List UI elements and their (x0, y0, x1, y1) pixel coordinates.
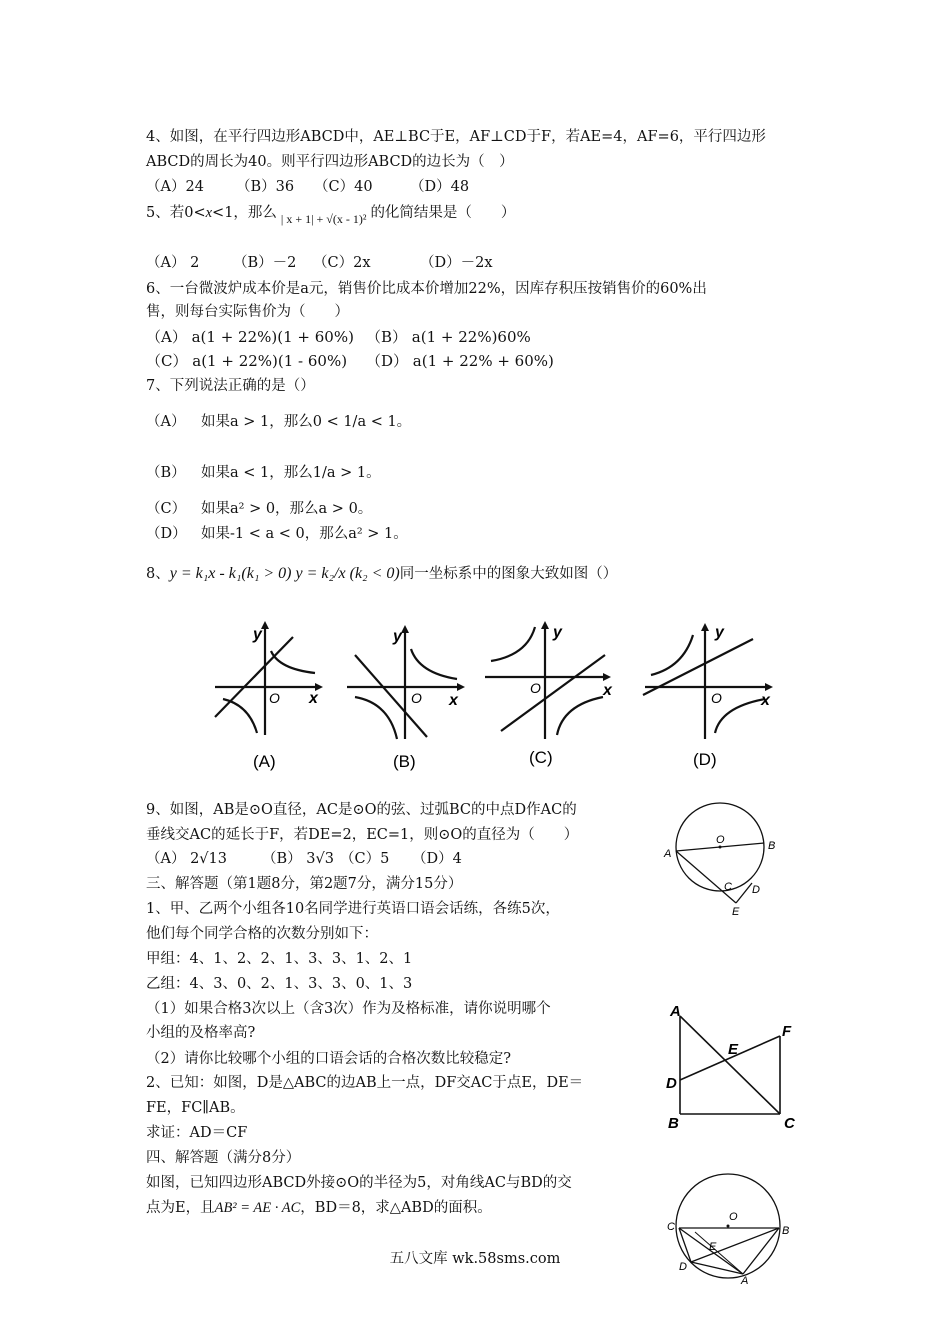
section3-fig-label-d: D (666, 1075, 677, 1092)
q9-option-b: （B） 3√3 (262, 851, 334, 867)
q8-graph-c-origin: O (530, 680, 541, 696)
section3-fig-label-b: B (668, 1115, 679, 1132)
section4-fig-label-d: D (679, 1261, 687, 1273)
section3-fig-label-e: E (728, 1041, 739, 1058)
q5-expression: | x + 1| + √(x - 1)² (280, 212, 367, 226)
q8-graph-b-origin: O (411, 690, 422, 706)
q8-graph-b-x-label: x (449, 692, 458, 709)
section3-p2-line3: 求证：AD＝CF (146, 1125, 248, 1141)
section3-p1-q2: （2）请你比较哪个小组的口语会话的合格次数比较稳定? (146, 1051, 511, 1067)
q8-graph-d-origin: O (711, 690, 722, 706)
q6-line1: 6、一台微波炉成本价是a元，销售价比成本价增加22%，因库存积压按销售价的60%出 (146, 281, 707, 297)
q8-graph-d (643, 623, 773, 739)
section3-p2-line2: FE，FC∥AB。 (146, 1100, 245, 1116)
section3-p1-q1-line1: （1）如果合格3次以上（含3次）作为及格标准，请你说明哪个 (146, 1001, 551, 1017)
q7-title: 7、下列说法正确的是（） (146, 378, 315, 394)
q8-graph-c (485, 621, 611, 739)
section4-fig-label-c: C (667, 1221, 675, 1233)
section3-fig-label-c: C (784, 1115, 795, 1132)
q5-option-a: （A） 2 (146, 255, 200, 271)
section3-figure (660, 1000, 800, 1135)
q5-stem: 5、若0<x<1，那么 $_{| x + 1| + √(x - 1)^2}$ 的化简结果是（ ） (146, 205, 516, 226)
section3-p1-line1: 1、甲、乙两个小组各10名同学进行英语口语会话练，各练5次， (146, 901, 560, 917)
q7-option-b-text: 如果a < 1，那么1/a > 1。 (201, 465, 381, 481)
q9-figure (660, 795, 790, 920)
q9-option-a: （A） 2√13 (146, 851, 227, 867)
section3-p1-q1-line2: 小组的及格率高? (146, 1025, 256, 1041)
q8-graph-a-label: (A) (253, 752, 276, 771)
section3-title: 三、解答题（第1题8分，第2题7分，满分15分） (146, 876, 463, 892)
section3-p2-line1: 2、已知：如图，D是△ABC的边AB上一点，DF交AC于点E，DE＝ (146, 1075, 584, 1091)
section3-fig-label-f: F (782, 1023, 792, 1040)
q8-graph-a (215, 621, 323, 735)
section4-fig-label-o: O (729, 1211, 738, 1223)
q9-fig-label-e: E (732, 906, 740, 918)
q9-fig-label-c: C (724, 881, 732, 893)
q8-graph-a-y-label: y (253, 626, 262, 643)
q6-option-d: （D） a(1 + 22% + 60%) (366, 352, 554, 370)
q8-graph-b-y-label: y (393, 628, 402, 645)
section3-group-a: 甲组：4、1、2、2、1、3、3、1、2、1 (146, 951, 413, 967)
q8-graph-c-y-label: y (553, 624, 562, 641)
q7-option-c-label: （C） (146, 501, 187, 517)
section3-p1-line2: 他们每个同学合格的次数分别如下： (146, 926, 378, 942)
q9-fig-label-a: A (664, 848, 672, 860)
q8-graph-b (347, 625, 465, 739)
q4-option-a: （A）24 (146, 179, 204, 195)
q6-option-b: （B） a(1 + 22%)60% (366, 328, 531, 346)
q7-option-b-label: （B） (146, 465, 186, 481)
section3-group-b: 乙组：4、3、0、2、1、3、3、0、1、3 (146, 976, 413, 992)
q9-fig-label-o: O (716, 834, 725, 846)
section4-fig-label-a: A (741, 1275, 749, 1286)
section4-expression: AB² = AE · AC (214, 1200, 301, 1216)
q5-option-b: （B）－2 (233, 255, 297, 271)
q8-graph-d-x-label: x (761, 692, 770, 709)
q9-fig-label-d: D (752, 884, 760, 896)
footer-watermark: 五八文库 wk.58sms.com (389, 1251, 561, 1267)
q8-graph-c-label: (C) (529, 748, 553, 767)
q4-option-b: （B）36 (236, 179, 295, 195)
q5-option-d: （D）－2x (420, 255, 493, 271)
q7-option-a-label: （A） (146, 414, 186, 430)
q8-graphs (205, 615, 785, 775)
q7-option-d-label: （D） (146, 526, 187, 542)
section3-fig-label-a: A (670, 1003, 681, 1020)
q8-graph-b-label: (B) (393, 752, 416, 771)
section4-title: 四、解答题（满分8分） (146, 1150, 301, 1166)
q4-option-c: （C）40 (314, 179, 373, 195)
q9-option-d: （D）4 (412, 851, 462, 867)
q4-line2: ABCD的周长为40。则平行四边形ABCD的边长为（ ） (146, 154, 514, 170)
q8-graph-c-x-label: x (603, 682, 612, 699)
q9-option-c: （C）5 (340, 851, 390, 867)
q9-fig-label-b: B (768, 840, 776, 852)
q7-option-c-text: 如果a² > 0，那么a > 0。 (201, 501, 373, 517)
q8-graph-d-y-label: y (715, 624, 724, 641)
q8-graph-d-label: (D) (693, 750, 717, 769)
q6-line2: 售，则每台实际售价为（ ） (146, 304, 349, 320)
q8-stem: 8、y = k₁x - k₁(k₁ > 0) y = k₂/x (k₂ < 0)同一坐标系中的图象大致如图（） (146, 565, 618, 582)
q4-line1: 4、如图，在平行四边形ABCD中，AE⊥BC于E，AF⊥CD于F，若AE=4，AF=6，平行四边形 (146, 129, 766, 145)
q6-option-a: （A） a(1 + 22%)(1 + 60%) (146, 328, 354, 346)
section4-line2: 点为E，且AB² = AE · AC，BD＝8，求△ABD的面积。 (146, 1200, 492, 1216)
section4-fig-label-b: B (782, 1225, 790, 1237)
q9-line2: 垂线交AC的延长于F，若DE=2，EC=1，则⊙O的直径为（ ） (146, 827, 579, 843)
q8-expression: y = k₁x - k₁(k₁ > 0) y = k₂/x (k₂ < 0) (169, 565, 400, 582)
q6-option-c: （C） a(1 + 22%)(1 - 60%) (146, 352, 348, 370)
q4-option-d: （D）48 (410, 179, 470, 195)
q5-option-c: （C）2x (313, 255, 371, 271)
q7-option-d-text: 如果-1 < a < 0，那么a² > 1。 (201, 526, 408, 542)
q8-graph-a-origin: O (269, 690, 280, 706)
section4-figure (665, 1168, 795, 1286)
q7-option-a-text: 如果a > 1，那么0 < 1/a < 1。 (201, 414, 412, 430)
q8-graph-a-x-label: x (309, 690, 318, 707)
q9-line1: 9、如图，AB是⊙O直径，AC是⊙O的弦、过弧BC的中点D作AC的 (146, 802, 577, 818)
section4-fig-label-e: E (709, 1241, 717, 1253)
section4-line1: 如图，已知四边形ABCD外接⊙O的半径为5，对角线AC与BD的交 (146, 1175, 572, 1191)
